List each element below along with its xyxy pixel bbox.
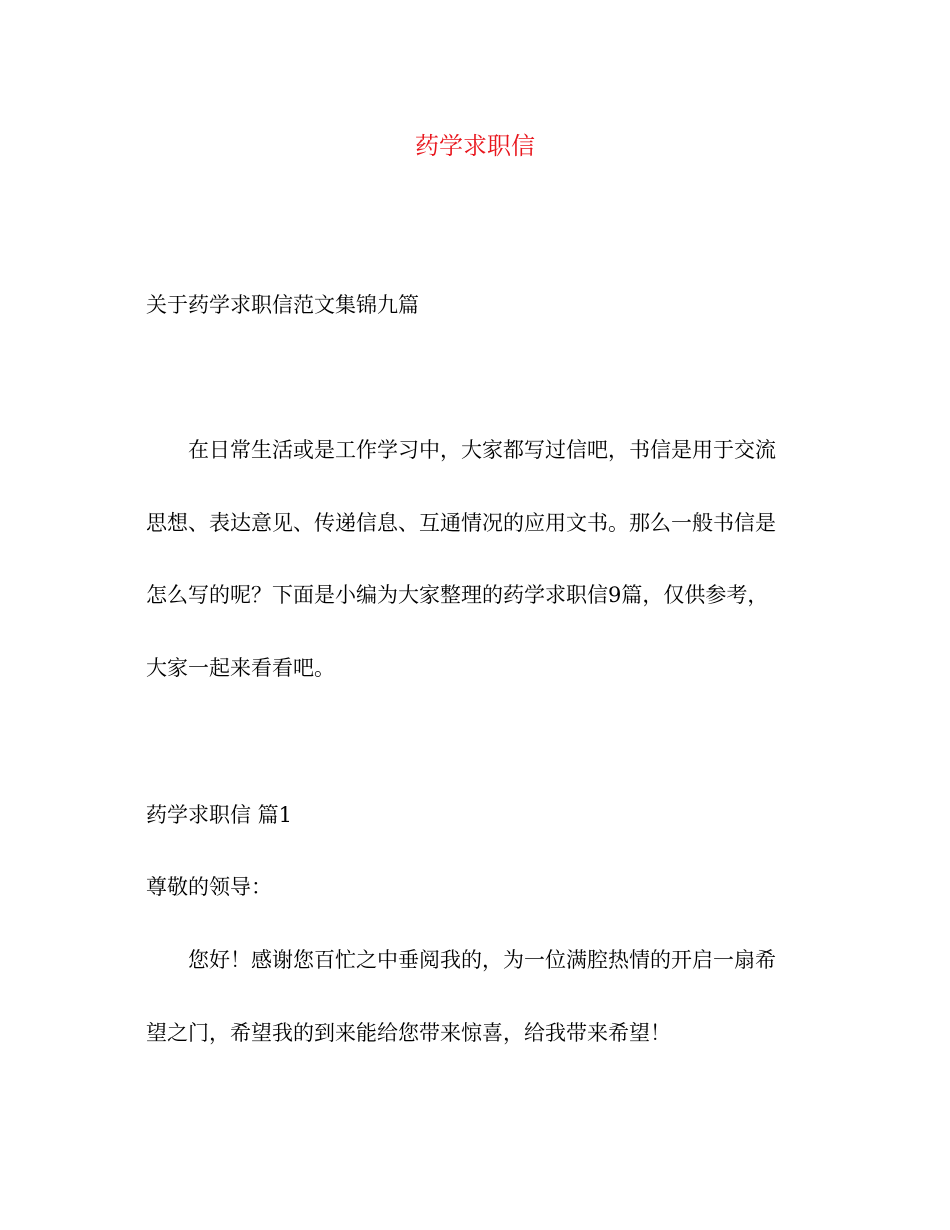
intro-line-1: 在日常生活或是工作学习中，大家都写过信吧，书信是用于交流 <box>188 438 776 462</box>
document-title: 药学求职信 <box>415 132 535 160</box>
body-line-1: 您好！感谢您百忙之中垂阅我的，为一位满腔热情的开启一扇希 <box>188 948 776 972</box>
intro-line-4: 大家一起来看看吧。 <box>146 656 335 680</box>
section-heading: 药学求职信 篇1 <box>146 803 293 827</box>
intro-line-3: 怎么写的呢？下面是小编为大家整理的药学求职信9篇，仅供参考， <box>146 583 769 607</box>
salutation: 尊敬的领导： <box>146 875 272 899</box>
document-subtitle: 关于药学求职信范文集锦九篇 <box>146 293 419 317</box>
intro-line-2: 思想、表达意见、传递信息、互通情况的应用文书。那么一般书信是 <box>146 511 776 535</box>
body-line-2: 望之门，希望我的到来能给您带来惊喜，给我带来希望！ <box>146 1021 671 1045</box>
